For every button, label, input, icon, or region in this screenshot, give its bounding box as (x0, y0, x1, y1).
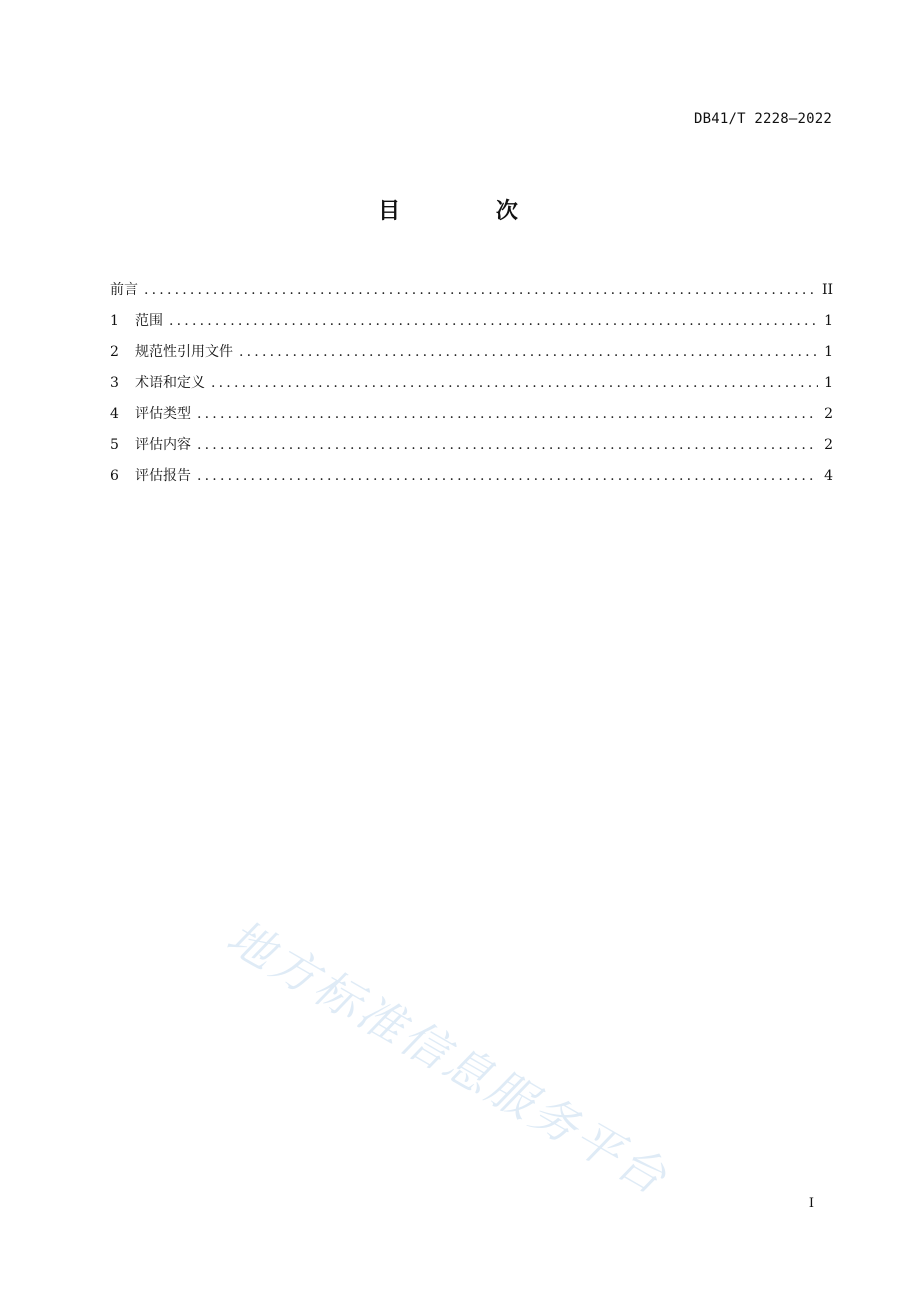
toc-entry-page: II (821, 282, 833, 298)
toc-entry-number: 5 (110, 437, 119, 453)
toc-dot-leader (197, 437, 818, 453)
toc-dot-leader (211, 375, 818, 391)
toc-entry-page: 4 (824, 468, 833, 484)
toc-title: 目 次 (378, 199, 562, 224)
toc-list (110, 279, 833, 496)
toc-entry-page: 1 (824, 313, 833, 329)
toc-entry-label: 前言 (110, 282, 138, 298)
toc-entry-label: 术语和定义 (135, 375, 205, 391)
watermark: 地方标准信息服务平台 (218, 909, 679, 1206)
toc-entry-foreword[interactable] (110, 279, 833, 310)
standard-code: DB41/T 2228—2022 (693, 111, 832, 127)
toc-entry-scope[interactable] (110, 310, 833, 341)
toc-entry-terms-definitions[interactable] (110, 372, 833, 403)
toc-entry-number: 1 (110, 313, 119, 329)
toc-entry-normative-references[interactable] (110, 341, 833, 372)
toc-entry-page: 1 (824, 344, 833, 360)
toc-entry-page: 2 (824, 406, 833, 422)
toc-entry-assessment-report[interactable] (110, 465, 833, 496)
toc-entry-label: 范围 (135, 313, 163, 329)
toc-entry-label: 评估报告 (135, 468, 191, 484)
toc-entry-number: 3 (110, 375, 119, 391)
toc-entry-number: 4 (110, 406, 119, 422)
toc-entry-label: 评估类型 (135, 406, 191, 422)
toc-dot-leader (197, 406, 818, 422)
toc-entry-number: 6 (110, 468, 119, 484)
toc-entry-page: 2 (824, 437, 833, 453)
toc-dot-leader (197, 468, 818, 484)
toc-entry-label: 规范性引用文件 (135, 344, 233, 360)
toc-dot-leader (169, 313, 818, 329)
toc-entry-page: 1 (824, 375, 833, 391)
toc-entry-label: 评估内容 (135, 437, 191, 453)
page-number: I (808, 1196, 814, 1211)
toc-entry-assessment-content[interactable] (110, 434, 833, 465)
toc-dot-leader (144, 282, 816, 298)
toc-entry-assessment-types[interactable] (110, 403, 833, 434)
toc-entry-number: 2 (110, 344, 119, 360)
toc-dot-leader (239, 344, 818, 360)
